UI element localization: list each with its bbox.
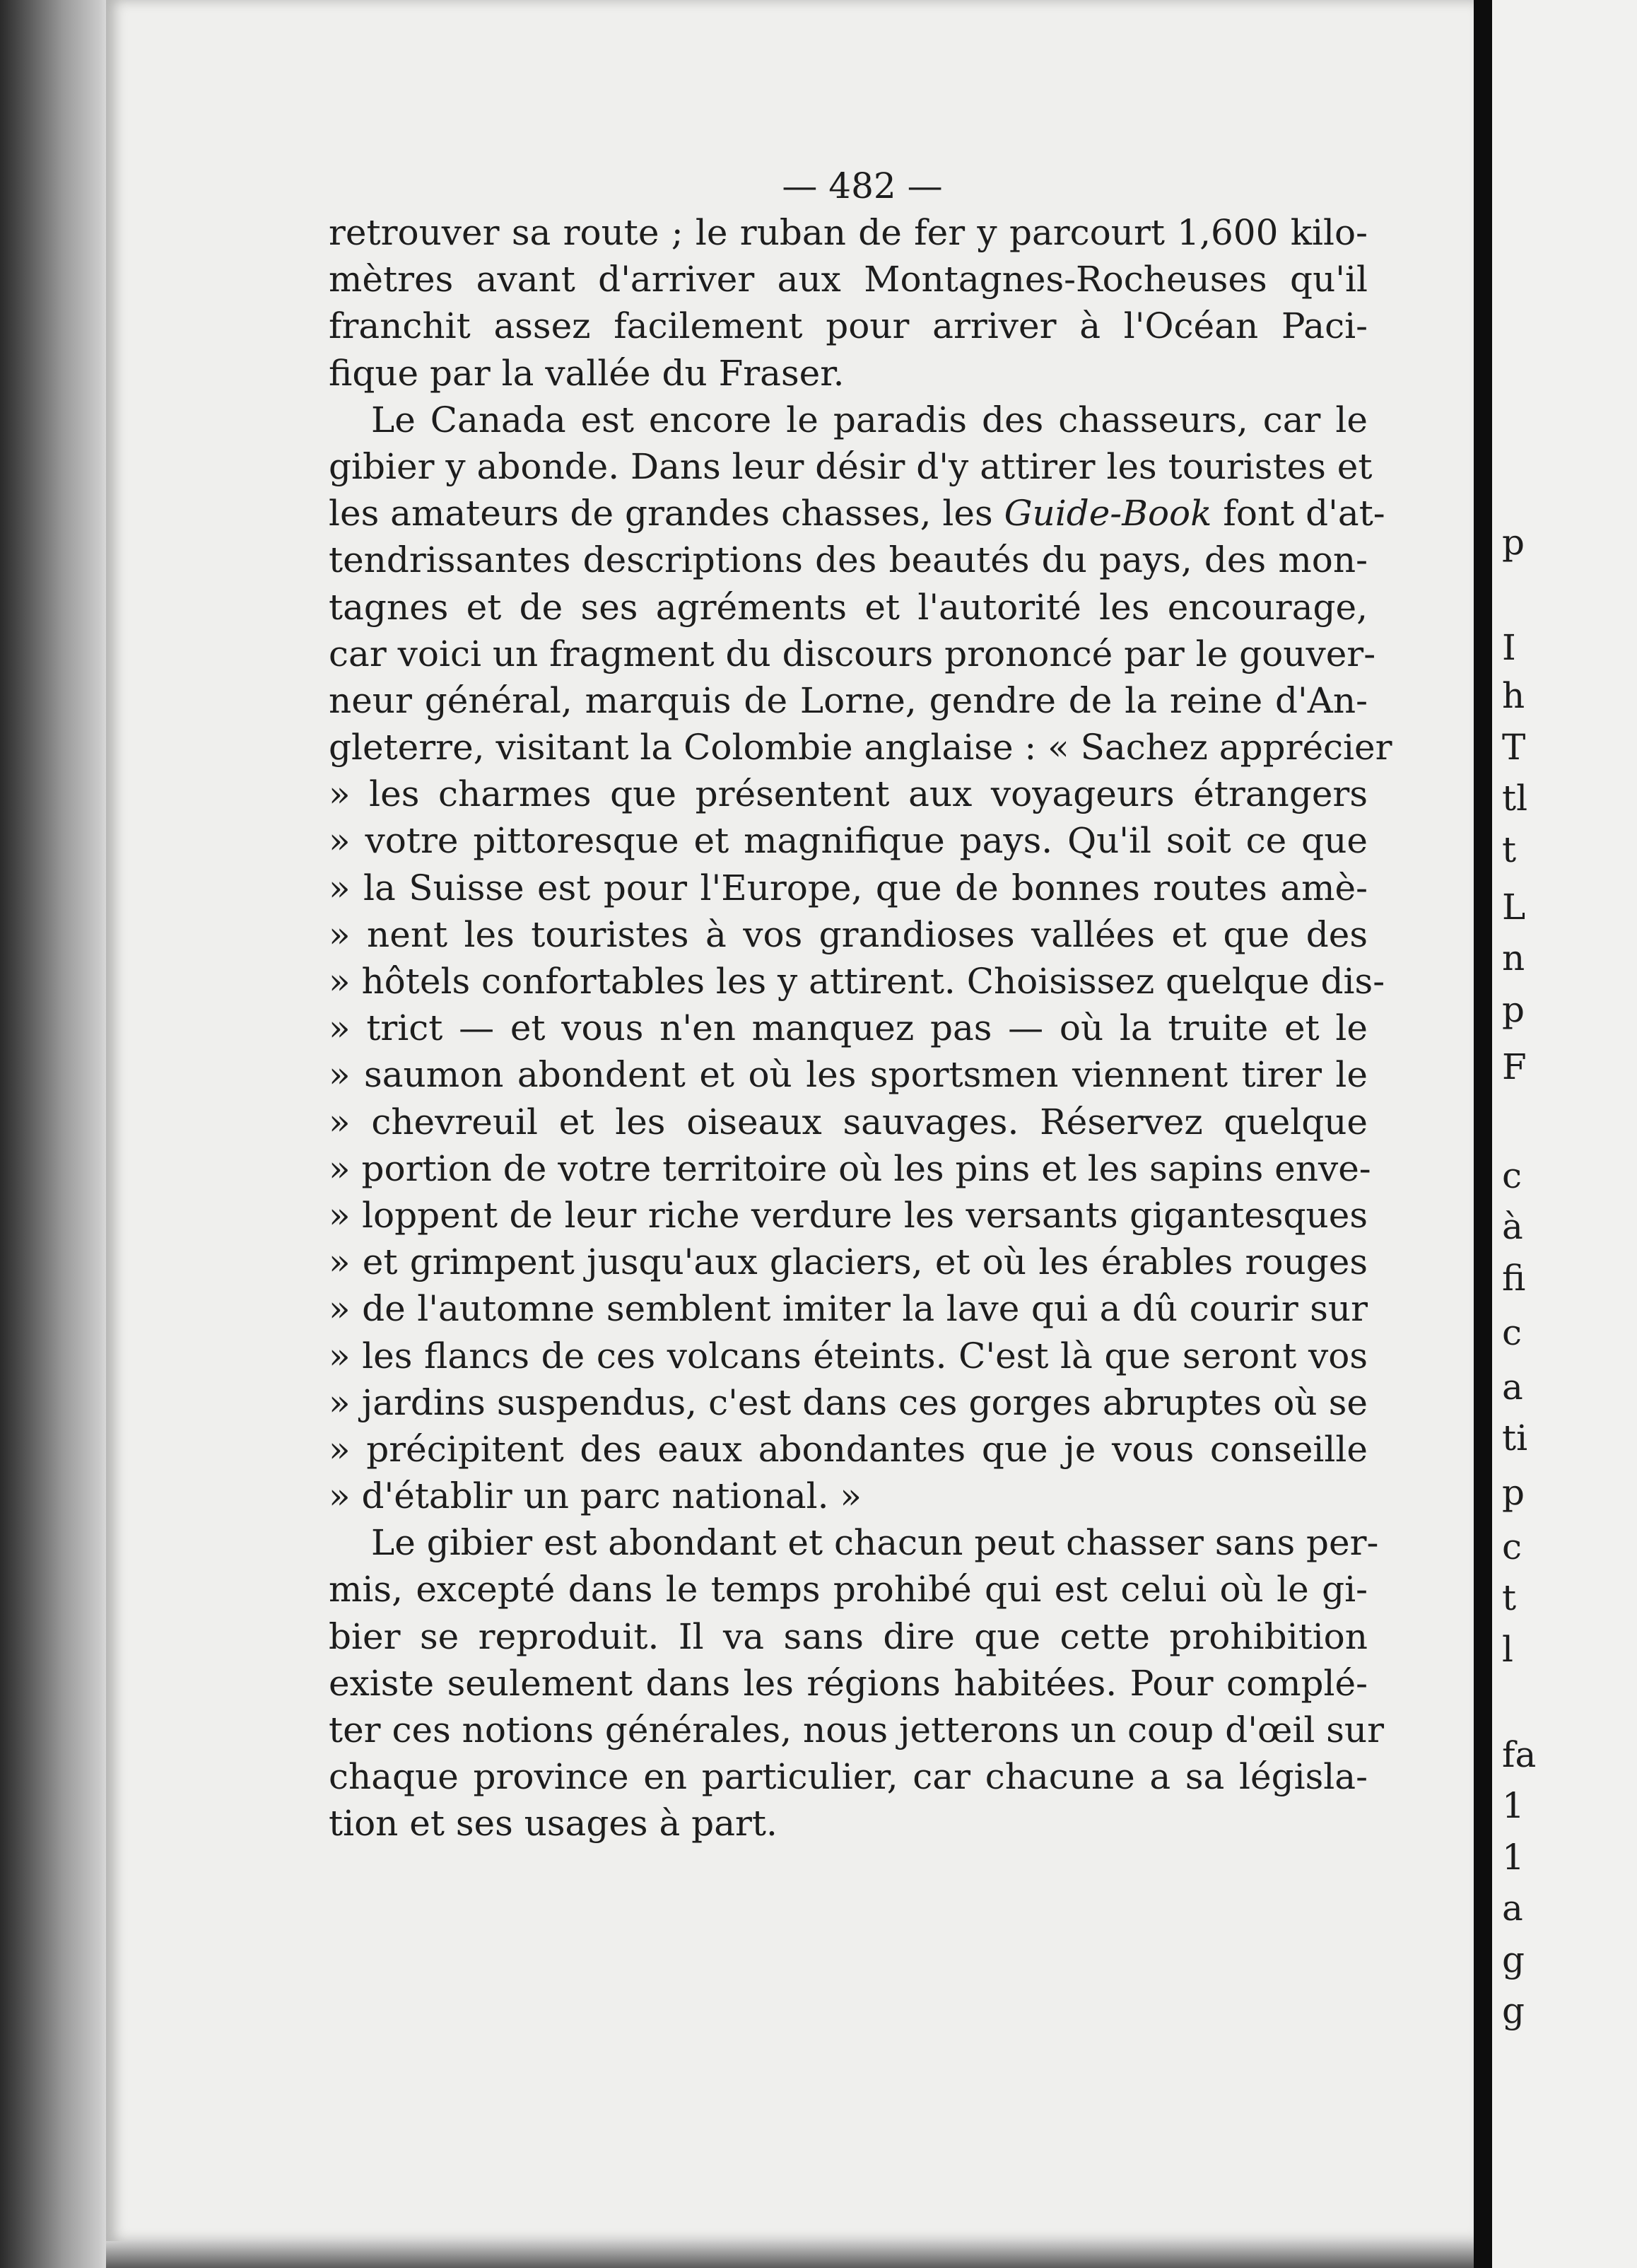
text-line: retrouver sa route ; le ruban de fer y parcourt 1,600 kilo- — [329, 212, 1368, 253]
text-line-segment: les amateurs de grandes chasses, les — [329, 493, 1004, 534]
facing-page-letter: à — [1502, 1206, 1523, 1248]
facing-page-letter: fi — [1502, 1257, 1526, 1299]
facing-page-letter: p — [1502, 522, 1525, 563]
facing-page-letter: ti — [1502, 1418, 1528, 1459]
text-line-segment: font d'at- — [1211, 493, 1385, 534]
text-line: tagnes et de ses agréments et l'autorité les encourage, — [329, 586, 1368, 628]
text-line: Le gibier est abondant et chacun peut chasser sans per- — [371, 1522, 1379, 1564]
facing-page-letter: a — [1502, 1888, 1523, 1929]
text-line: ter ces notions générales, nous jetterons un coup d'œil sur — [329, 1709, 1385, 1750]
facing-page-letter: T — [1502, 726, 1526, 768]
text-line: neur général, marquis de Lorne, gendre de la reine d'An- — [329, 679, 1368, 721]
text-line: » portion de votre territoire où les pins et les sapins enve- — [329, 1147, 1371, 1189]
text-line: tendrissantes descriptions des beautés du pays, des mon- — [329, 539, 1368, 581]
facing-page-letter: t — [1502, 1577, 1517, 1619]
text-line: » de l'automne semblent imiter la lave qui a dû courir sur — [329, 1288, 1368, 1330]
left-page-edge — [0, 0, 106, 2268]
text-line: » chevreuil et les oiseaux sauvages. Réservez quelque — [329, 1101, 1368, 1142]
facing-page-letter: p — [1502, 988, 1525, 1030]
text-line: » saumon abondent et où les sportsmen viennent tirer le — [329, 1054, 1368, 1096]
text-line: » nent les touristes à vos grandioses vallées et que des — [329, 913, 1368, 955]
text-line: » d'établir un parc national. » — [329, 1475, 862, 1517]
book-gutter — [1474, 0, 1492, 2268]
text-line: » trict — et vous n'en manquez pas — où la truite et le — [329, 1007, 1368, 1049]
facing-page-letter: g — [1502, 1990, 1525, 2032]
facing-page-letter: g — [1502, 1939, 1525, 1980]
facing-page-letter: 1 — [1502, 1836, 1525, 1878]
text-line: » la Suisse est pour l'Europe, que de bonnes routes amè- — [329, 867, 1368, 908]
text-line: car voici un fragment du discours prononcé par le gouver- — [329, 633, 1376, 674]
facing-page-letter: I — [1502, 627, 1516, 669]
facing-page-letter: a — [1502, 1366, 1523, 1408]
text-line: » jardins suspendus, c'est dans ces gorges abruptes où se — [329, 1381, 1368, 1423]
text-line: gleterre, visitant la Colombie anglaise : « Sachez apprécier — [329, 727, 1392, 768]
italic-term: Guide-Book — [1004, 493, 1212, 534]
text-line: fique par la vallée du Fraser. — [329, 352, 845, 394]
facing-page-letter: c — [1502, 1311, 1522, 1353]
text-line: existe seulement dans les régions habitées. Pour complé- — [329, 1662, 1368, 1704]
text-line: gibier y abonde. Dans leur désir d'y attirer les touristes et — [329, 445, 1373, 487]
text-line: mètres avant d'arriver aux Montagnes-Rocheuses qu'il — [329, 259, 1368, 300]
facing-page-letter: tl — [1502, 778, 1528, 819]
text-line: » loppent de leur riche verdure les versants gigantesques — [329, 1194, 1368, 1236]
text-line: » les flancs de ces volcans éteints. C'est là que seront vos — [329, 1335, 1368, 1376]
facing-page-letter: fa — [1502, 1734, 1537, 1776]
bottom-page-edge — [106, 2241, 1474, 2268]
facing-page-letter: c — [1502, 1155, 1522, 1197]
page-number: — 482 — — [782, 165, 943, 206]
text-line: Le Canada est encore le paradis des chasseurs, car le — [371, 399, 1368, 440]
facing-page-letter: n — [1502, 937, 1525, 979]
text-line: tion et ses usages à part. — [329, 1803, 778, 1845]
text-line: mis, excepté dans le temps prohibé qui est celui où le gi- — [329, 1569, 1368, 1611]
facing-page-letter: 1 — [1502, 1785, 1525, 1827]
text-line: » hôtels confortables les y attirent. Choisissez quelque dis- — [329, 961, 1385, 1002]
text-line: bier se reproduit. Il va sans dire que cette prohibition — [329, 1615, 1368, 1657]
facing-page-letter: L — [1502, 886, 1526, 928]
facing-page-letter: p — [1502, 1472, 1525, 1514]
text-line: chaque province en particulier, car chacune a sa législa- — [329, 1756, 1368, 1798]
text-line: » les charmes que présentent aux voyageurs étrangers — [329, 773, 1368, 815]
facing-page-letter: F — [1502, 1046, 1527, 1088]
facing-page-letter: c — [1502, 1526, 1522, 1567]
text-line: » précipitent des eaux abondantes que je vous conseille — [329, 1428, 1368, 1470]
facing-page-letter: l — [1502, 1628, 1513, 1670]
text-line — [329, 490, 1385, 537]
facing-page-letter: h — [1502, 675, 1525, 717]
text-lines — [329, 209, 1392, 1847]
text-line: » et grimpent jusqu'aux glaciers, et où les érables rouges — [329, 1241, 1368, 1283]
text-line: franchit assez facilement pour arriver à l'Océan Paci- — [329, 305, 1368, 347]
text-line: » votre pittoresque et magnifique pays. Qu'il soit ce que — [329, 820, 1368, 862]
facing-page-letter: t — [1502, 829, 1517, 870]
page-text — [329, 163, 1392, 1847]
